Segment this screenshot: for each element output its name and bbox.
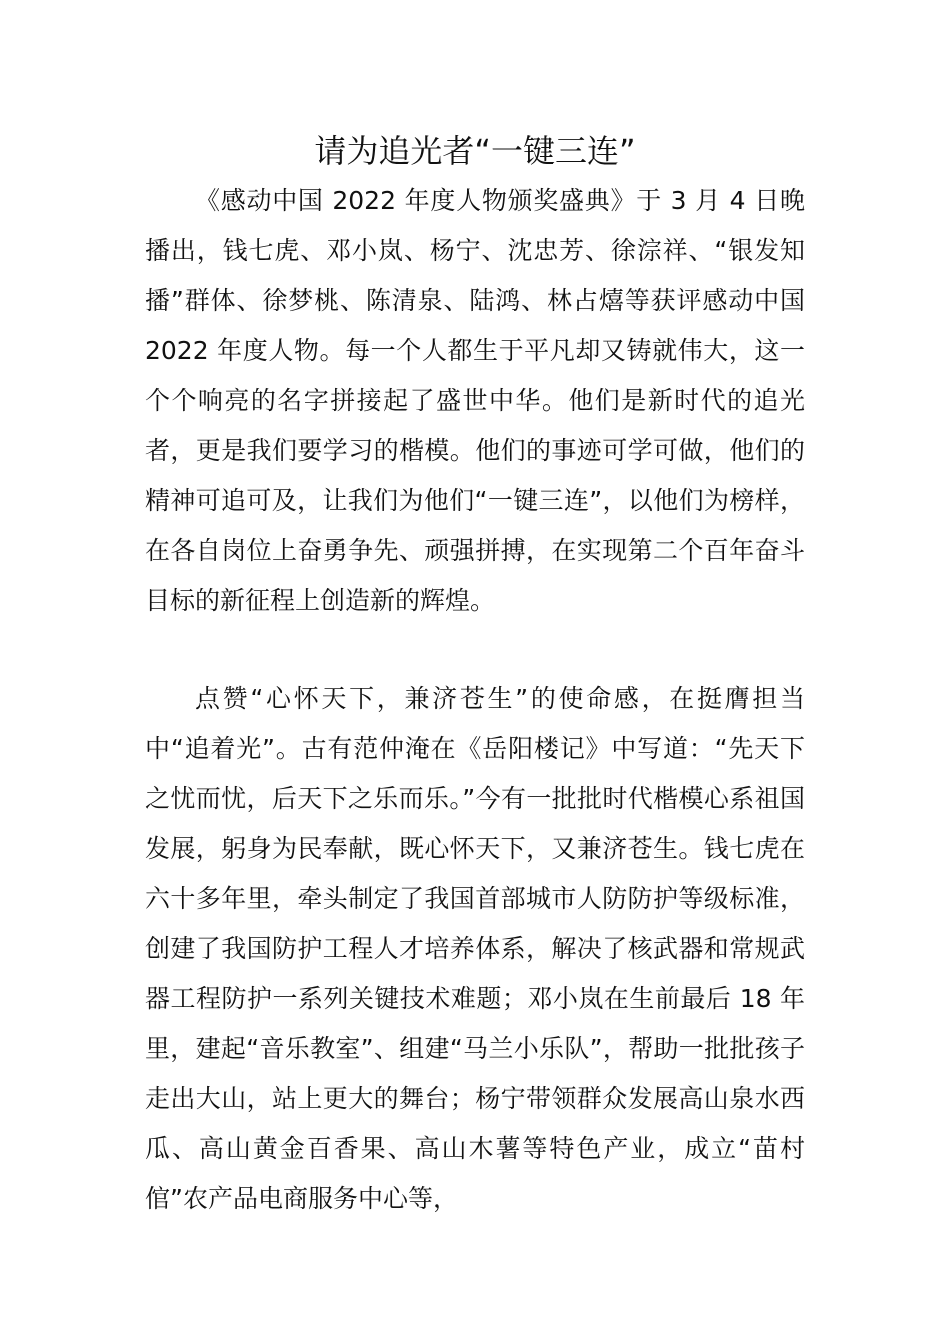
document-title: 请为追光者“一键三连” xyxy=(314,132,636,170)
paragraph-intro: 《感动中国 2022 年度人物颁奖盛典》于 3 月 4 日晚播出，钱七虎、邓小岚、杨宁、沈忠芳、徐淙祥、“银发知播”群体、徐梦桃、陈清泉、陆鸿、林占熺等获评感动中国 2022 年度人物。每一个人都生于平凡却又铸就伟大，这一个个响亮的名字拼接起了盛世中华。他们是新时代的追光者，更是我们要学习的楷模。他们的事迹可学可做，他们的精神可追可及，让我们为他们“一键三连”，以他们为榜样，在各自岗位上奋勇争先、顽强拼搏，在实现第二个百年奋斗目标的新征程上创造新的辉煌。 xyxy=(145,186,805,615)
paragraph-mission: 点赞“心怀天下，兼济苍生”的使命感，在挺膺担当中“追着光”。古有范仲淹在《岳阳楼记》中写道：“先天下之忧而忧，后天下之乐而乐。”今有一批批时代楷模心系祖国发展，躬身为民奉献，既心怀天下，又兼济苍生。钱七虎在六十多年里，牵头制定了我国首部城市人防防护等级标准，创建了我国防护工程人才培养体系，解决了核武器和常规武器工程防护一系列关键技术难题；邓小岚在生前最后 18 年里，建起“音乐教室”、组建“马兰小乐队”，帮助一批批孩子走出大山，站上更大的舞台；杨宁带领群众发展高山泉水西瓜、高山黄金百香果、高山木薯等特色产业，成立“苗村倌”农产品电商服务中心等， xyxy=(145,684,805,1213)
